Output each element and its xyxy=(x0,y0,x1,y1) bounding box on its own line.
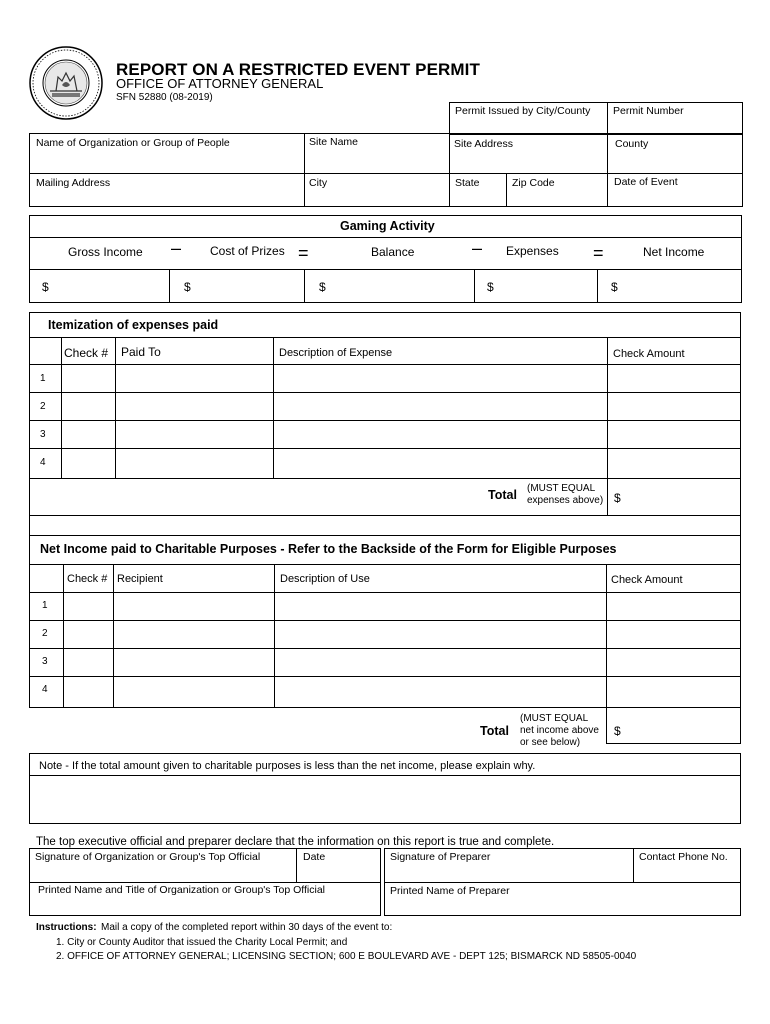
dollar-sign: $ xyxy=(319,280,326,294)
instructions-text: Mail a copy of the completed report within 30 days of the event to: xyxy=(101,922,393,933)
date-of-event-field[interactable] xyxy=(608,190,742,206)
charity-recipient-field[interactable] xyxy=(114,593,273,619)
minus-operator: – xyxy=(171,238,182,258)
expense-check-field[interactable] xyxy=(62,449,114,477)
form-number: SFN 52880 (08-2019) xyxy=(116,92,213,103)
form-title: REPORT ON A RESTRICTED EVENT PERMIT xyxy=(116,60,480,79)
cost-of-prizes-label: Cost of Prizes xyxy=(210,244,285,258)
cost-of-prizes-field[interactable] xyxy=(194,271,303,302)
charity-recipient-field[interactable] xyxy=(114,677,273,706)
official-signature-label: Signature of Organization or Group's Top Official xyxy=(35,851,261,863)
row-number: 2 xyxy=(42,628,48,639)
expense-description-field[interactable] xyxy=(274,393,606,419)
charitable-total-note: (MUST EQUAL xyxy=(520,713,589,724)
preparer-signature-field[interactable] xyxy=(386,864,632,881)
charitable-total-label: Total xyxy=(480,724,509,738)
dollar-sign: $ xyxy=(611,280,618,294)
expenses-label: Expenses xyxy=(506,244,559,258)
dollar-sign: $ xyxy=(184,280,191,294)
charity-recipient-field[interactable] xyxy=(114,649,273,675)
county-field[interactable] xyxy=(608,151,742,172)
expense-check-field[interactable] xyxy=(62,421,114,447)
org-name-field[interactable] xyxy=(31,151,303,172)
paid-to-header: Paid To xyxy=(121,345,161,359)
expense-paid-to-field[interactable] xyxy=(116,393,272,419)
city-label: City xyxy=(309,177,328,189)
site-name-field[interactable] xyxy=(305,151,448,172)
zip-code-label: Zip Code xyxy=(512,177,555,189)
charitable-total-note: net income above xyxy=(520,725,599,736)
dollar-sign: $ xyxy=(614,724,621,738)
contact-phone-label: Contact Phone No. xyxy=(639,851,728,863)
county-label: County xyxy=(615,138,649,150)
charity-amount-field[interactable] xyxy=(607,621,740,647)
note-text: Note - If the total amount given to charitable purposes is less than the net income, please explain why. xyxy=(39,760,536,772)
check-number-header: Check # xyxy=(64,346,109,360)
permit-number-field[interactable] xyxy=(608,118,742,134)
charity-description-field[interactable] xyxy=(275,621,605,647)
expense-check-field[interactable] xyxy=(62,393,114,419)
date-label: Date xyxy=(303,851,326,863)
permit-issued-by-field[interactable] xyxy=(450,118,606,134)
charity-check-field[interactable] xyxy=(64,593,112,619)
expense-paid-to-field[interactable] xyxy=(116,421,272,447)
charity-recipient-field[interactable] xyxy=(114,621,273,647)
description-of-expense-header: Description of Expense xyxy=(279,347,393,359)
equals-operator: = xyxy=(593,243,604,263)
equals-operator: = xyxy=(298,243,309,263)
charitable-title: Net Income paid to Charitable Purposes - Refer to the Backside of the Form for Eligible Purposes xyxy=(40,542,617,556)
expenses-total-label: Total xyxy=(488,488,517,502)
expense-description-field[interactable] xyxy=(274,421,606,447)
expenses-title: Itemization of expenses paid xyxy=(48,318,219,332)
expenses-total-field[interactable] xyxy=(624,480,740,514)
check-amount-header: Check Amount xyxy=(613,348,685,360)
balance-label: Balance xyxy=(371,245,415,259)
row-number: 4 xyxy=(42,684,48,695)
printed-official-label: Printed Name and Title of Organization or Group's Top Official xyxy=(38,884,326,896)
note-explanation-field[interactable] xyxy=(31,777,739,822)
charitable-total-note: or see below) xyxy=(520,737,581,748)
mailing-address-field[interactable] xyxy=(31,190,303,206)
date-of-event-label: Date of Event xyxy=(614,176,678,188)
contact-phone-field[interactable] xyxy=(634,864,740,881)
expense-description-field[interactable] xyxy=(274,365,606,391)
declaration-text: The top executive official and preparer declare that the information on this report is true and complete. xyxy=(36,836,555,848)
state-seal xyxy=(28,45,104,121)
charity-description-field[interactable] xyxy=(275,649,605,675)
gross-income-label: Gross Income xyxy=(68,245,143,259)
expense-check-field[interactable] xyxy=(62,365,114,391)
charity-amount-field[interactable] xyxy=(607,593,740,619)
dollar-sign: $ xyxy=(487,280,494,294)
check-number-header: Check # xyxy=(67,573,108,585)
row-number: 2 xyxy=(40,401,46,412)
row-number: 3 xyxy=(40,429,46,440)
site-address-label: Site Address xyxy=(454,138,513,150)
mailing-address-label: Mailing Address xyxy=(36,177,111,189)
permit-number-label: Permit Number xyxy=(613,105,684,117)
row-number: 1 xyxy=(42,600,48,611)
site-address-field[interactable] xyxy=(450,151,606,172)
official-date-field[interactable] xyxy=(297,864,380,881)
charity-check-field[interactable] xyxy=(64,677,112,706)
check-amount-header: Check Amount xyxy=(611,574,683,586)
charitable-total-field[interactable] xyxy=(624,709,739,742)
expense-description-field[interactable] xyxy=(274,449,606,477)
state-field[interactable] xyxy=(450,190,505,206)
charity-check-field[interactable] xyxy=(64,649,112,675)
instructions-label: Instructions: xyxy=(36,922,97,933)
state-label: State xyxy=(455,177,480,189)
net-income-label: Net Income xyxy=(643,245,705,259)
row-number: 4 xyxy=(40,457,46,468)
site-name-label: Site Name xyxy=(309,136,359,148)
expenses-field[interactable] xyxy=(497,271,596,302)
city-field[interactable] xyxy=(305,190,448,206)
gaming-activity-title: Gaming Activity xyxy=(340,219,435,233)
official-signature-field[interactable] xyxy=(31,864,295,881)
charity-check-field[interactable] xyxy=(64,621,112,647)
zip-code-field[interactable] xyxy=(507,190,606,206)
office-name: OFFICE OF ATTORNEY GENERAL xyxy=(116,76,324,91)
charity-description-field[interactable] xyxy=(275,677,605,706)
balance-field[interactable] xyxy=(329,271,473,302)
expenses-total-note: (MUST EQUAL xyxy=(527,483,596,494)
printed-official-field[interactable] xyxy=(31,897,379,915)
charity-amount-field[interactable] xyxy=(607,677,740,706)
expense-paid-to-field[interactable] xyxy=(116,365,272,391)
printed-preparer-field[interactable] xyxy=(386,898,739,915)
row-number: 3 xyxy=(42,656,48,667)
dollar-sign: $ xyxy=(42,280,49,294)
preparer-signature-label: Signature of Preparer xyxy=(390,851,491,863)
gross-income-field[interactable] xyxy=(52,271,168,302)
minus-operator: – xyxy=(472,238,483,258)
net-income-field[interactable] xyxy=(621,271,741,302)
recipient-header: Recipient xyxy=(117,573,163,585)
dollar-sign: $ xyxy=(614,491,621,505)
org-name-label: Name of Organization or Group of People xyxy=(36,137,230,149)
permit-issued-by-label: Permit Issued by City/County xyxy=(455,105,591,117)
description-of-use-header: Description of Use xyxy=(280,573,370,585)
expense-amount-field[interactable] xyxy=(608,421,740,447)
instructions-item: 2. OFFICE OF ATTORNEY GENERAL; LICENSING SECTION; 600 E BOULEVARD AVE - DEPT 125; BISMARCK ND 58505-0040 xyxy=(56,951,637,962)
charity-description-field[interactable] xyxy=(275,593,605,619)
expense-paid-to-field[interactable] xyxy=(116,449,272,477)
expense-amount-field[interactable] xyxy=(608,449,740,477)
expenses-total-note: expenses above) xyxy=(527,495,604,506)
row-number: 1 xyxy=(40,373,46,384)
charity-amount-field[interactable] xyxy=(607,649,740,675)
printed-preparer-label: Printed Name of Preparer xyxy=(390,885,510,897)
expense-amount-field[interactable] xyxy=(608,393,740,419)
instructions-item: 1. City or County Auditor that issued the Charity Local Permit; and xyxy=(56,937,348,948)
expense-amount-field[interactable] xyxy=(608,365,740,391)
